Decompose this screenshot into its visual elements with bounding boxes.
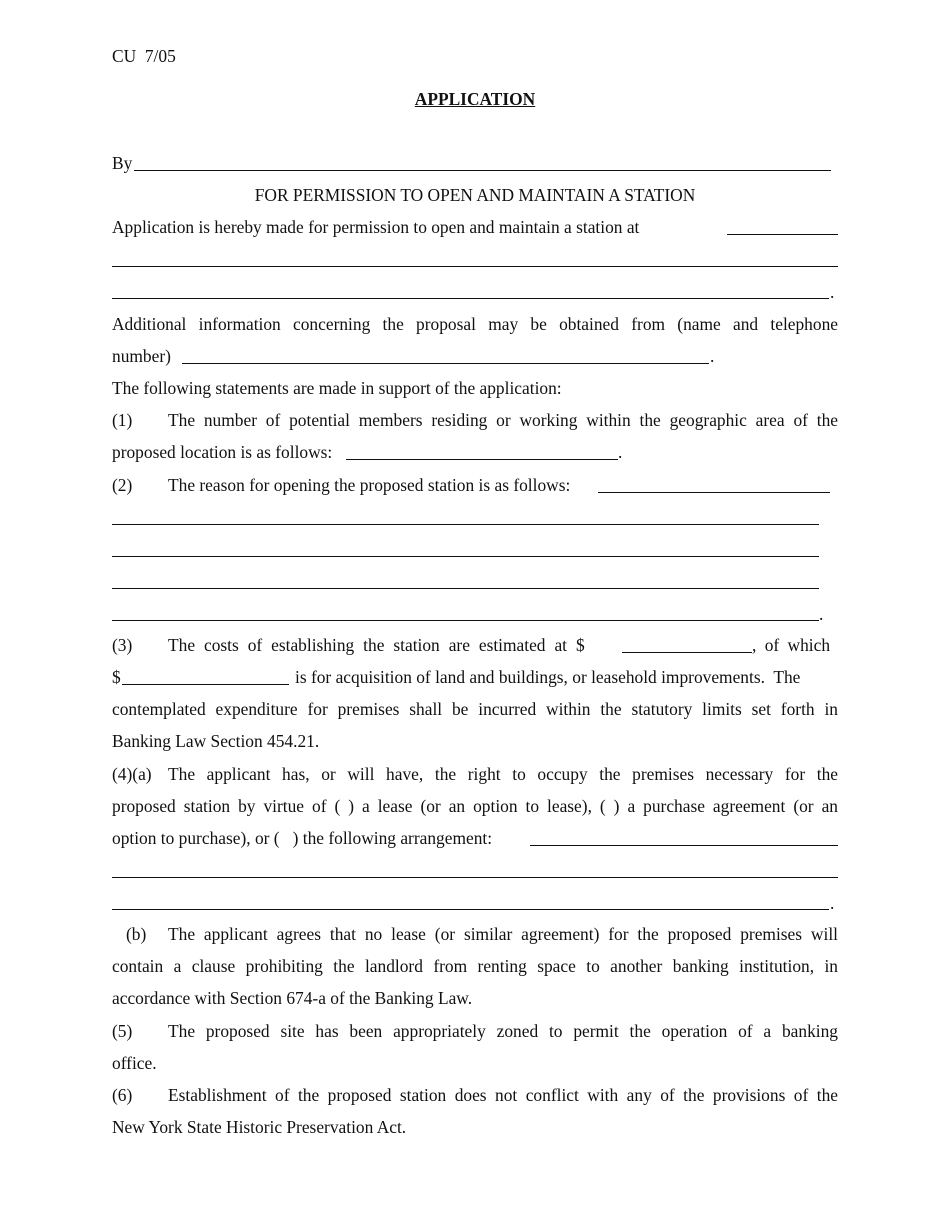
reason-blank-1[interactable] xyxy=(598,492,830,493)
item4a-period: . xyxy=(830,893,835,913)
item4a-line-1: The applicant has, or will have, the right to occupy the premises necessary for the xyxy=(168,764,838,784)
land-cost-blank[interactable] xyxy=(122,684,289,685)
item3-line-1b: , of which xyxy=(752,635,831,655)
reason-blank-2[interactable] xyxy=(112,524,819,525)
item1-line-2: proposed location is as follows: xyxy=(112,442,333,462)
item3-num: (3) xyxy=(112,635,133,655)
item2-line-1: The reason for opening the proposed station is as follows: xyxy=(168,475,571,495)
item4b-line-1: The applicant agrees that no lease (or similar agreement) for the proposed premises will xyxy=(168,924,838,944)
total-cost-blank[interactable] xyxy=(622,652,752,653)
intro-period: . xyxy=(830,282,835,302)
item1-period: . xyxy=(618,442,623,462)
station-location-blank-3[interactable] xyxy=(112,298,829,299)
item1-line-1: The number of potential members residing or working within the geographic area of the xyxy=(168,410,838,430)
additional-line-1: Additional information concerning the proposal may be obtained from (name and telephone xyxy=(112,314,838,334)
by-blank-line[interactable] xyxy=(134,170,831,171)
item3-line-3: contemplated expenditure for premises shall be incurred within the statutory limits set forth in xyxy=(112,699,838,719)
reason-blank-4[interactable] xyxy=(112,588,819,589)
item4b-line-2: contain a clause prohibiting the landlord from renting space to another banking institution, in xyxy=(112,956,838,976)
item6-line-2: New York State Historic Preservation Act. xyxy=(112,1117,407,1137)
item3-line-4: Banking Law Section 454.21. xyxy=(112,731,320,751)
item4b-line-3: accordance with Section 674-a of the Banking Law. xyxy=(112,988,473,1008)
reason-blank-3[interactable] xyxy=(112,556,819,557)
item5-num: (5) xyxy=(112,1021,133,1041)
potential-members-blank[interactable] xyxy=(346,459,618,460)
station-location-blank-2[interactable] xyxy=(112,266,838,267)
item6-num: (6) xyxy=(112,1085,133,1105)
contact-blank[interactable] xyxy=(182,363,709,364)
item4a-line-3: option to purchase), or ( ) the following arrangement: xyxy=(112,828,493,848)
form-code: CU 7/05 xyxy=(112,46,176,66)
item5-line-1: The proposed site has been appropriately zoned to permit the operation of a banking xyxy=(168,1021,838,1041)
item3-line-1a: The costs of establishing the station are estimated at $ xyxy=(168,635,585,655)
by-label: By xyxy=(112,153,133,173)
arrangement-blank-3[interactable] xyxy=(112,909,829,910)
intro-line: Application is hereby made for permission to open and maintain a station at xyxy=(112,217,640,237)
additional-period: . xyxy=(710,346,715,366)
item4a-num: (4)(a) xyxy=(112,764,152,784)
support-intro: The following statements are made in support of the application: xyxy=(112,378,562,398)
item5-line-2: office. xyxy=(112,1053,157,1073)
item4a-line-2: proposed station by virtue of ( ) a lease (or an option to lease), ( ) a purchase agreement (or an xyxy=(112,796,838,816)
item1-num: (1) xyxy=(112,410,133,430)
station-location-blank[interactable] xyxy=(727,234,838,235)
item3-line-2b: is for acquisition of land and buildings, or leasehold improvements. The xyxy=(295,667,801,687)
page-title: APPLICATION xyxy=(414,89,536,109)
reason-blank-5[interactable] xyxy=(112,620,819,621)
item6-line-1: Establishment of the proposed station does not conflict with any of the provisions of the xyxy=(168,1085,838,1105)
arrangement-blank-2[interactable] xyxy=(112,877,838,878)
additional-number-label: number) xyxy=(112,346,171,366)
arrangement-blank-1[interactable] xyxy=(530,845,838,846)
item2-period: . xyxy=(819,604,824,624)
subtitle: FOR PERMISSION TO OPEN AND MAINTAIN A STATION xyxy=(254,185,696,205)
item3-line-2a: $ xyxy=(112,667,121,687)
item4b-num: (b) xyxy=(126,924,147,944)
item2-num: (2) xyxy=(112,475,133,495)
